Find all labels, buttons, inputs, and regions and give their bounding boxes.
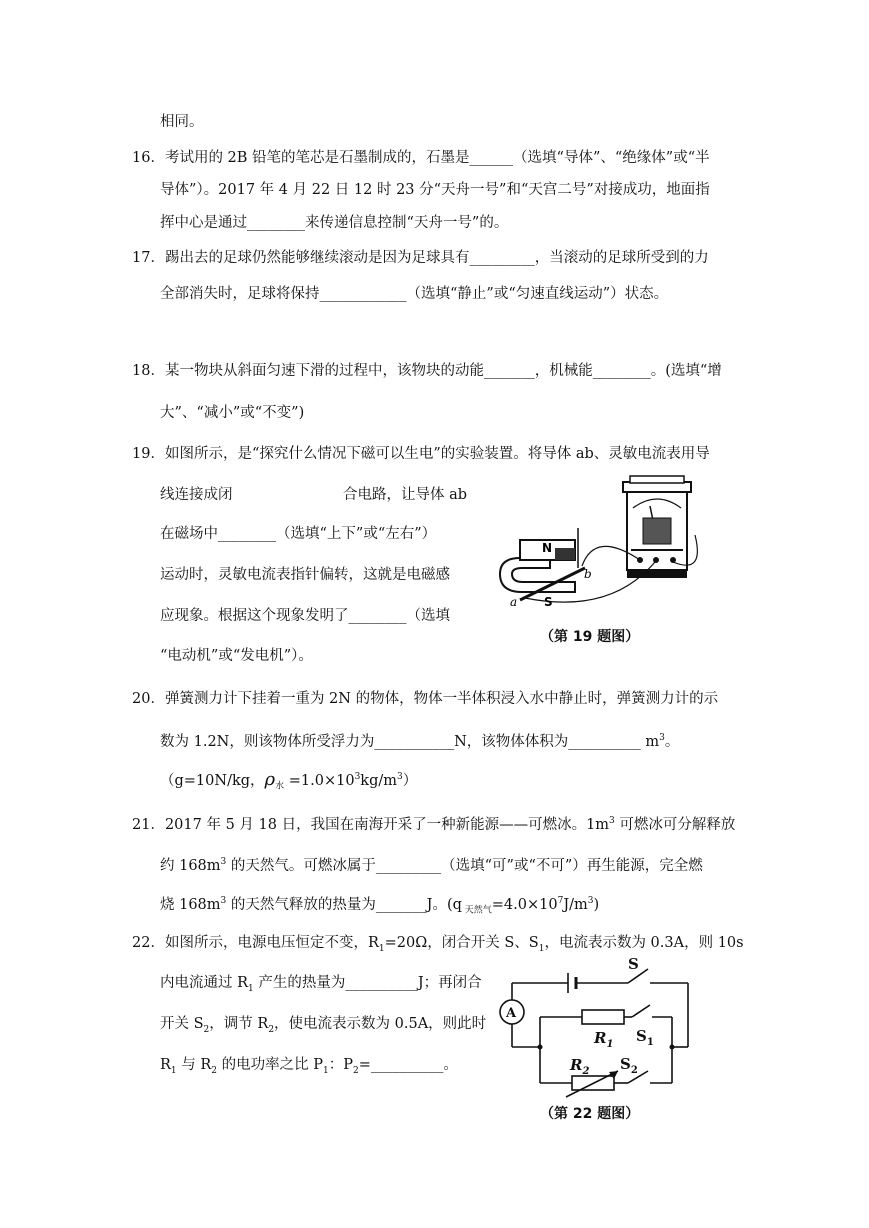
q22-circuit-figure [490, 955, 700, 1100]
resistor-r1 [582, 1010, 624, 1024]
q20-line-1: 20．弹簧测力计下挂着一重为 2N 的物体，物体一半体积浸入水中静止时，弹簧测力计的示 [132, 691, 719, 707]
q16-line-2: 导体”）。2017 年 4 月 22 日 12 时 23 分“天舟一号”和“天宫二号”对接成功，地面指 [160, 182, 710, 198]
q21-line-1: 21．2017 年 5 月 18 日，我国在南海开采了一种新能源——可燃冰。$1m^3$ 可燃冰可分解释放 [132, 816, 736, 833]
conductor-b-label: b [584, 567, 592, 581]
q21-line-3: 烧 $168m^3$ 的天然气释放的热量为_______J。(q $_{天然气}=4.0\times 10^7J/m^3$) [160, 896, 600, 916]
q16-line-3: 挥中心是通过________来传递信息控制“天舟一号”的。 [160, 215, 509, 231]
q21-line-2: 约 $168m^3$ 的天然气。可燃冰属于_________（选填“可”或“不可”）再生能源，完全燃 [160, 857, 703, 874]
q19-line-4: 运动时，灵敏电流表指针偏转，这就是电磁感 [160, 567, 450, 583]
q19-line-6: “电动机”或“发电机”）。 [160, 648, 313, 664]
q17-line-2: 全部消失时，足球将保持____________（选填“静止”或“匀速直线运动”）状态。 [160, 286, 669, 302]
r1-label: $R_1$ [594, 1029, 614, 1050]
q17-line-1: 17．踢出去的足球仍然能够继续滚动是因为足球具有_________，当滚动的足球所受到的力 [132, 250, 709, 266]
q19-caption: （第 19 题图） [540, 629, 640, 645]
q19-figure [490, 470, 725, 620]
q22-line-2: 内电流通过 $R_1$ 产生的热量为__________J；再闭合 [160, 975, 482, 994]
q20-line-2: 数为 1.2N，则该物体所受浮力为___________N，该物体体积为__________ $m^3$。 [160, 733, 680, 750]
q22-line-4: $R_1$ 与 $R_2$ 的电功率之比 $P_1$：$P_2=\_\_\_\_\_\_\_\_\_\_$。 [160, 1057, 458, 1076]
carry-over-text: 相同。 [160, 114, 204, 130]
q22-caption: （第 22 题图） [540, 1106, 640, 1122]
r2-label: $R_2$ [570, 1056, 590, 1077]
q19-line-2a: 线连接成闭 [160, 487, 233, 503]
q22-line-1: 22．如图所示，电源电压恒定不变，$R_1=20\Omega$，闭合开关 S、$S_1$，电流表示数为 0.3A，则 10s [132, 935, 744, 954]
switch-s1-label: $S_1$ [636, 1027, 654, 1048]
q20-line-3: （g=10N/kg，$\rho_水 =1.0\times 10^3kg/m^3$） [160, 768, 418, 792]
q19-line-1: 19．如图所示，是“探究什么情况下磁可以生电”的实验装置。将导体 ab、灵敏电流表用导 [132, 446, 710, 462]
q16-line-1: 16．考试用的 2B 铅笔的笔芯是石墨制成的，石墨是______（选填“导体”、“绝缘体”或“半 [132, 150, 710, 166]
q19-line-3: 在磁场中________（选填“上下”或“左右”） [160, 526, 437, 542]
q19-line-5: 应现象。根据这个现象发明了________（选填 [160, 608, 450, 624]
horseshoe-magnet [500, 558, 575, 592]
switch-s1 [632, 1005, 650, 1017]
conductor-a-label: a [510, 595, 518, 609]
q19-line-2b: 合电路，让导体 ab [343, 487, 468, 503]
q18-line-2: 大”、“减小”或“不变”) [160, 405, 305, 421]
switch-s2-label: $S_2$ [620, 1055, 638, 1076]
q22-line-3: 开关 $S_2$，调节 $R_2$，使电流表示数为 0.5A，则此时 [160, 1016, 487, 1035]
magnet-n-label: N [542, 541, 553, 555]
ammeter-label: A [506, 1006, 517, 1021]
switch-s-label: S [628, 955, 639, 973]
magnet-s-label: S [544, 595, 553, 609]
q18-line-1: 18．某一物块从斜面匀速下滑的过程中，该物块的动能_______，机械能________。(选填“增 [132, 363, 722, 379]
